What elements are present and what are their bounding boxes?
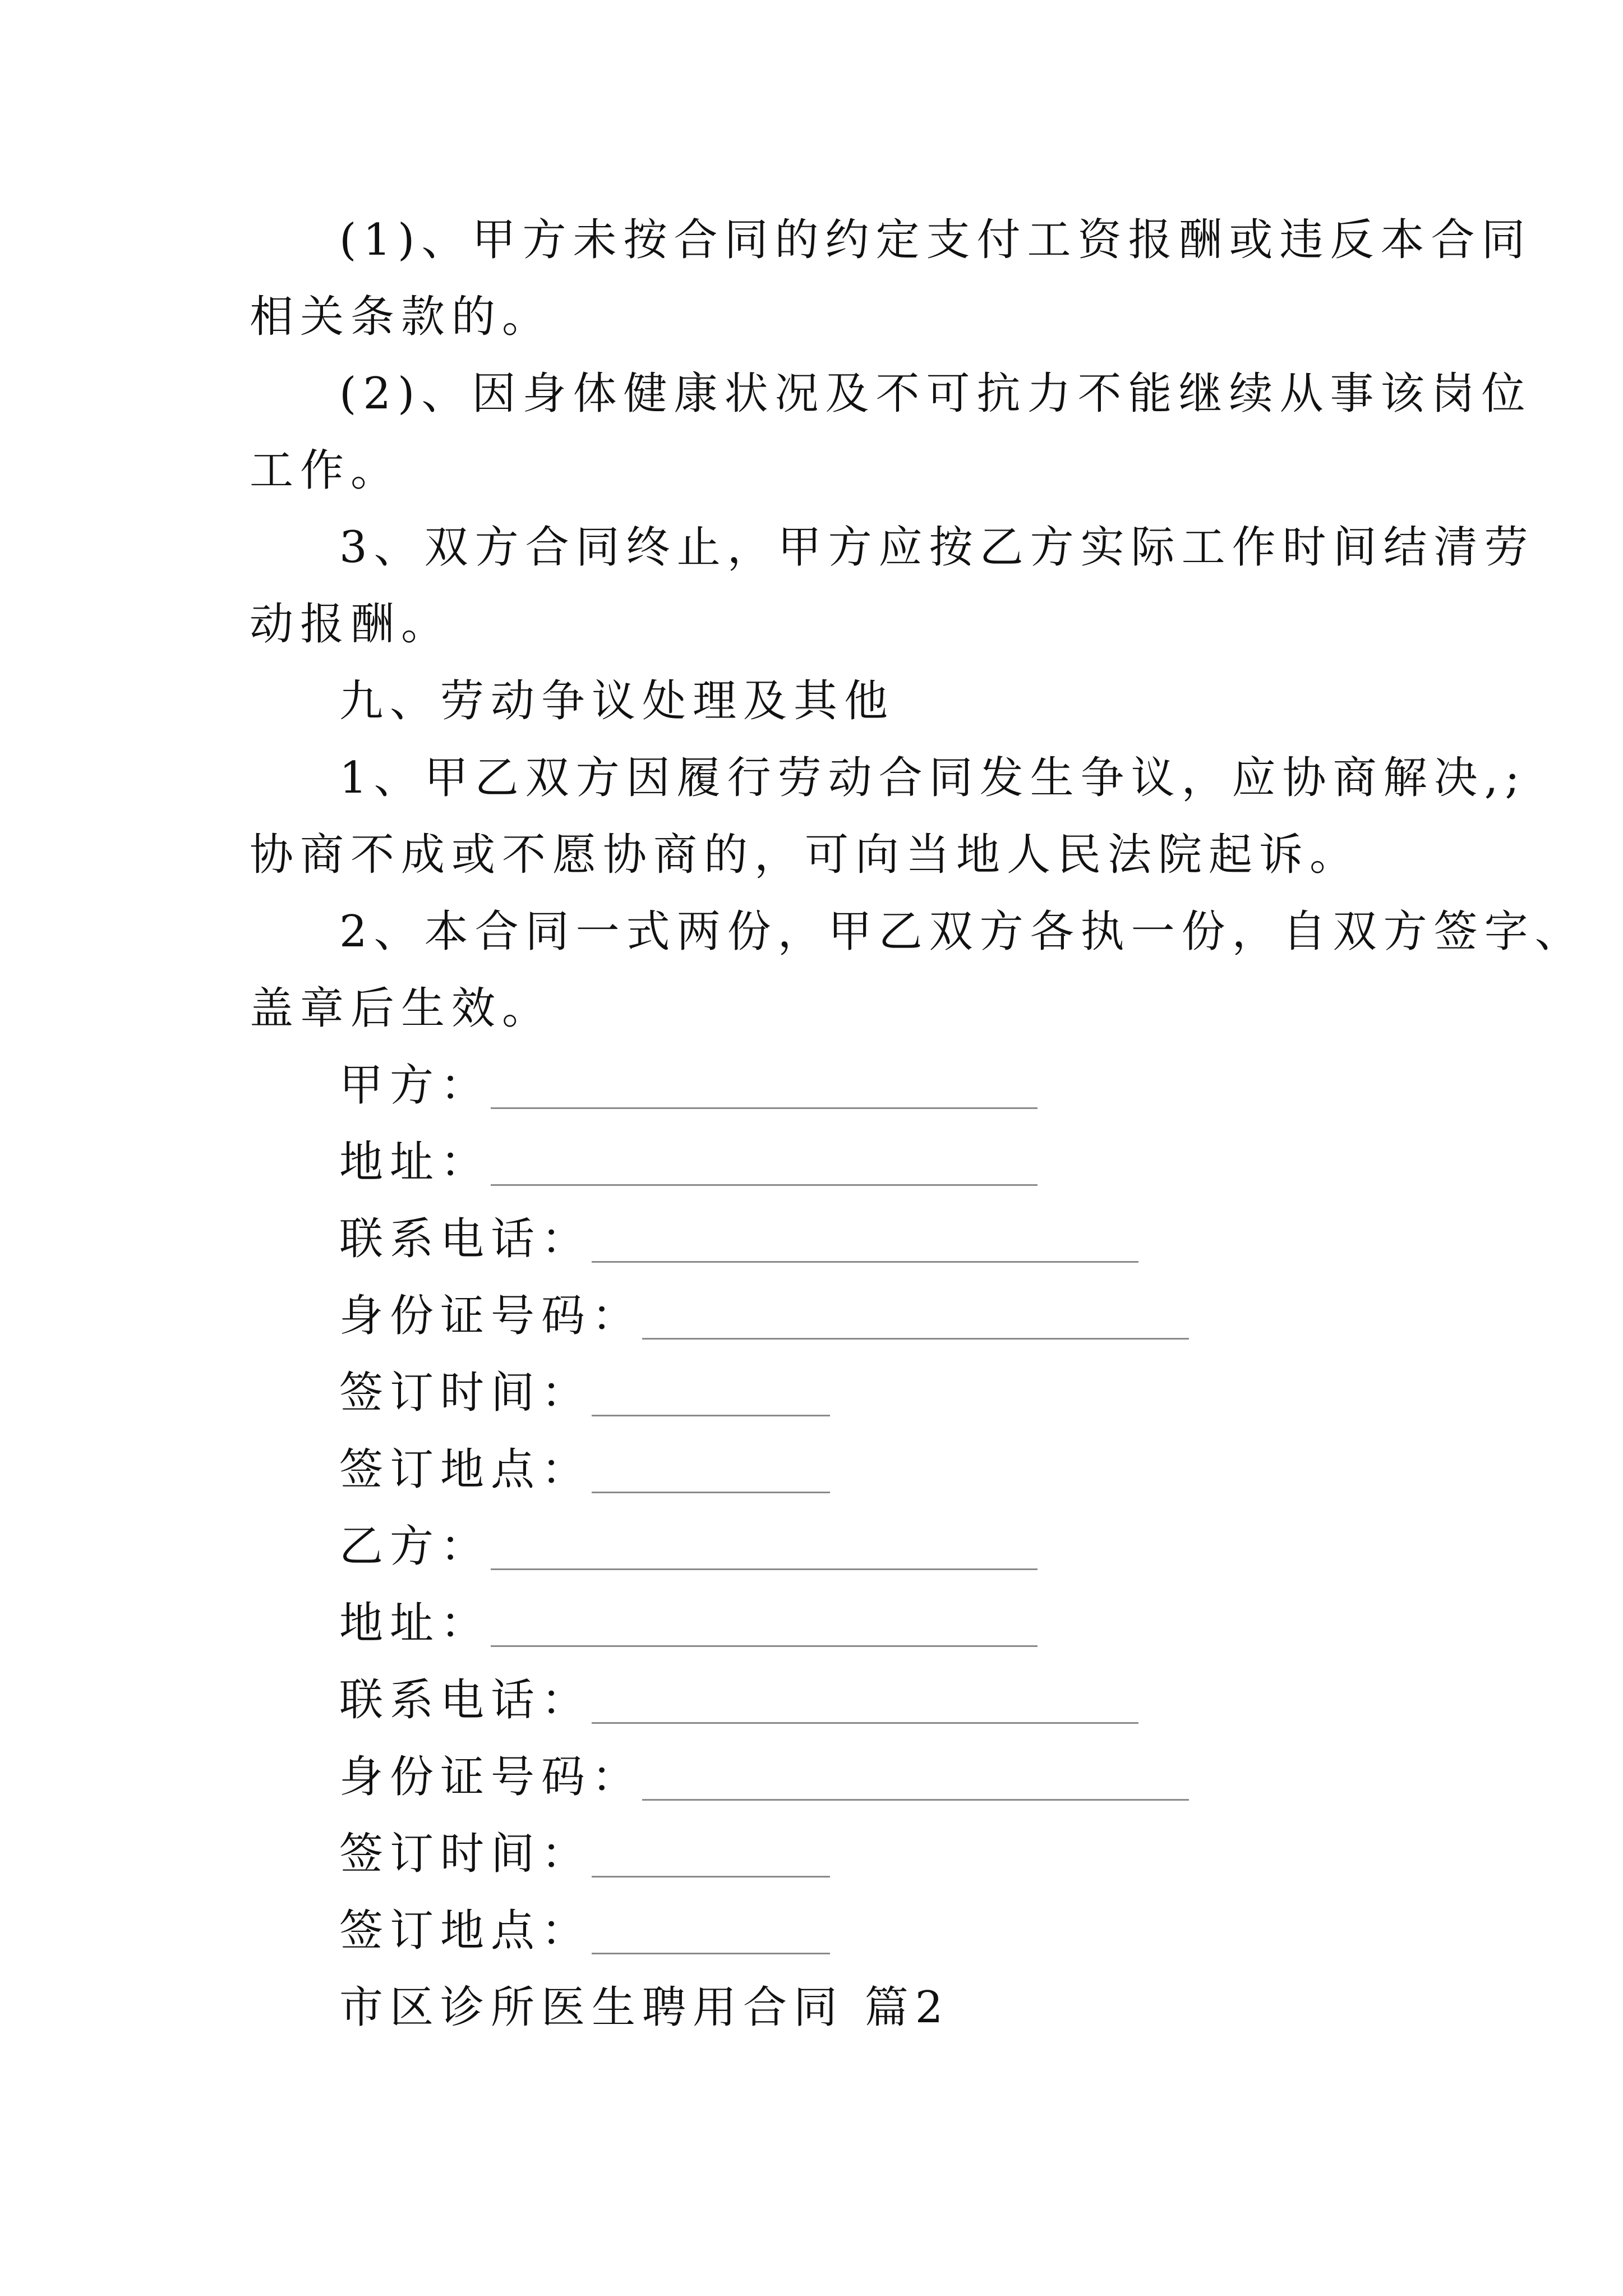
party-b-id-field (339, 1739, 1189, 1816)
next-section-title: 市区诊所医生聘用合同 篇2 (339, 1982, 950, 2033)
party-b-address-field (339, 1585, 1038, 1662)
party-a-phone-label: 联系电话： (339, 1214, 592, 1264)
party-b-name-blank (491, 1535, 1038, 1570)
party-a-id-blank (642, 1304, 1189, 1340)
clause-2-line-1: (2)、因身体健康状况及不可抗力不能继续从事该岗位 (339, 369, 1532, 419)
clause-2-line-2: 工作。 (250, 445, 402, 496)
party-a-name-field (339, 1047, 1038, 1124)
party-b-sign-place-label: 签订地点： (339, 1906, 592, 1956)
party-a-id-field (339, 1278, 1189, 1355)
clause-1 (250, 202, 1532, 356)
party-a-sign-place-field (339, 1432, 830, 1508)
party-a-sign-time-blank (592, 1381, 830, 1416)
party-a-sign-place-blank (592, 1458, 830, 1493)
party-b-sign-time-label: 签订时间： (339, 1829, 592, 1879)
party-a-id-label: 身份证号码： (339, 1291, 643, 1341)
clause-3-line-1: 3、双方合同终止，甲方应按乙方实际工作时间结清劳 (339, 522, 1535, 573)
party-a-name-label: 甲方： (339, 1060, 491, 1111)
party-b-name-label: 乙方： (339, 1521, 491, 1572)
party-a-address-blank (491, 1151, 1038, 1186)
party-b-id-label: 身份证号码： (339, 1752, 643, 1802)
clause-3 (250, 509, 1535, 663)
party-b-address-label: 地址： (339, 1598, 491, 1649)
party-b-sign-place-field (339, 1893, 830, 1970)
party-a-address-label: 地址： (339, 1137, 491, 1188)
party-b-sign-time-field (339, 1816, 830, 1893)
section-heading-text: 九、劳动争议处理及其他 (339, 676, 895, 726)
clause-1-line-2: 相关条款的。 (250, 292, 553, 342)
party-a-phone-field (339, 1201, 1138, 1278)
clause-2 (250, 356, 1532, 509)
section-heading (250, 663, 1416, 740)
party-a-sign-time-label: 签订时间： (339, 1368, 592, 1418)
party-a-sign-place-label: 签订地点： (339, 1444, 592, 1495)
party-b-name-field (339, 1508, 1038, 1585)
party-b-sign-time-blank (592, 1842, 830, 1878)
clause-5 (250, 894, 1585, 1047)
party-b-phone-blank (592, 1688, 1138, 1724)
clause-3-line-2: 动报酬。 (250, 599, 452, 650)
party-a-phone-blank (592, 1227, 1138, 1263)
clause-4-line-2: 协商不成或不愿协商的，可向当地人民法院起诉。 (250, 830, 1361, 880)
party-a-address-field (339, 1124, 1038, 1201)
party-b-phone-label: 联系电话： (339, 1675, 592, 1726)
clause-1-line-1: (1)、甲方未按合同的约定支付工资报酬或违反本合同 (339, 215, 1532, 265)
clause-5-line-1: 2、本合同一式两份，甲乙双方各执一份，自双方签字、 (339, 907, 1585, 957)
party-b-sign-place-blank (592, 1919, 830, 1954)
party-a-name-blank (491, 1074, 1038, 1109)
party-b-address-blank (491, 1612, 1038, 1647)
clause-4-line-1: 1、甲乙双方因履行劳动合同发生争议，应协商解决,; (339, 753, 1527, 803)
party-a-sign-time-field (339, 1355, 830, 1432)
clause-4 (250, 740, 1527, 894)
party-b-phone-field (339, 1662, 1138, 1739)
party-b-id-blank (642, 1765, 1189, 1801)
clause-5-line-2: 盖章后生效。 (250, 983, 553, 1034)
